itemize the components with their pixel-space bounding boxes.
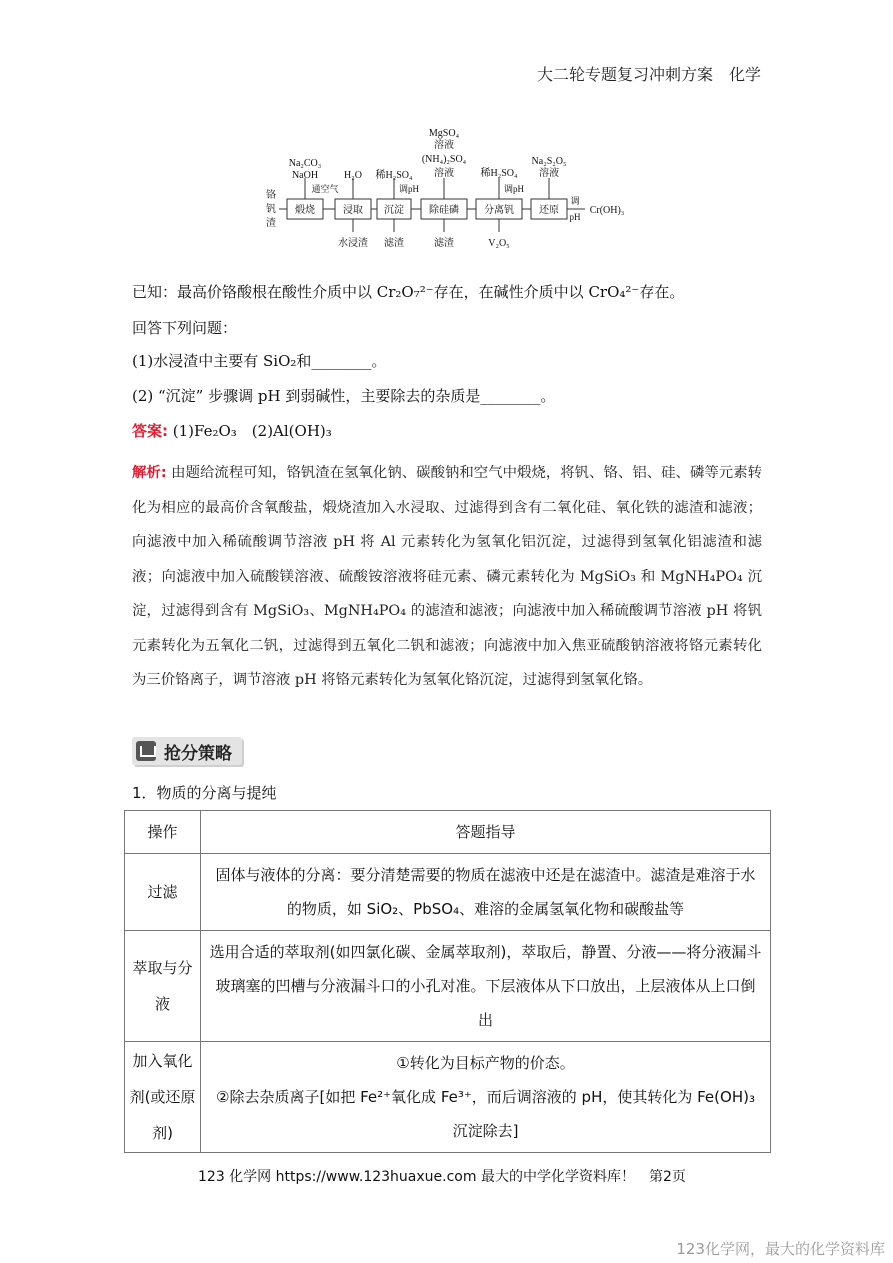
flow-reagent-air: 通空气 [311,184,339,194]
flow-ph-label: pH [569,212,581,222]
flow-reagent-h2o: H₂O [344,170,362,181]
table-row [125,931,771,1042]
flow-reagent-na2co3: Na₂CO₃ [288,158,322,169]
flow-reagent-ph-2: 调pH [504,184,524,194]
row-op-filter: 过滤 [125,854,201,931]
flow-step-remove-si-p: 除硅磷 [429,205,459,216]
answer-line [132,421,332,441]
analysis-paragraph [132,456,762,698]
flow-reagent-naoh: NaOH [291,170,319,181]
header-guide: 答题指导 [201,811,771,854]
question-2: (2) “沉淀” 步骤调 pH 到弱碱性，主要除去的杂质是________。 [132,387,556,405]
strategy-badge-label: 抢分策略 [164,743,232,764]
prompt-text: 回答下列问题： [132,319,238,337]
flow-reagent-ph: 调pH [399,184,419,194]
flow-reagent-mgso4: MgSO₄ [428,128,460,139]
question-1: (1)水浸渣中主要有 SiO₂和________。 [132,352,387,370]
header-operation: 操作 [125,811,201,854]
flow-reagent-h2so4: 稀H₂SO₄ [375,170,413,181]
row-op-extract: 萃取与分液 [125,931,201,1042]
flow-output-filter-1: 滤渣 [384,238,404,249]
row-op-redox: 加入氧化剂(或还原剂) [125,1042,201,1153]
page-footer: 123 化学网 https://www.123huaxue.com 最大的中学化学资料库！ 第2页 [198,1169,686,1185]
watermark: 123化学网，最大的化学资料库 [676,1240,885,1258]
flow-reagent-solution-3: 溶液 [539,168,559,179]
flow-reagent-solution-2: 溶液 [434,168,454,179]
row-guide-redox-2: ②除去杂质离子[如把 Fe²⁺氧化成 Fe³⁺，而后调溶液的 pH，使其转化为 Fe(OH)₃沉淀除去] [216,1088,755,1140]
page-header: 大二轮专题复习冲刺方案 化学 [536,65,761,84]
row-guide-filter: 固体与液体的分离：要分清楚需要的物质在滤液中还是在滤渣中。滤渣是难溶于水的物质，如 SiO₂、PbSO₄、难溶的金属氢氧化物和碳酸盐等 [201,854,771,931]
flow-product: Cr(OH)₃ [589,205,625,216]
answer-text: (1)Fe₂O₃ (2)Al(OH)₃ [168,422,332,440]
flow-start-1: 铬 [266,190,276,201]
flow-reagent-nh4so4: (NH₄)₂SO₄ [421,154,467,165]
flow-output-v2o5: V₂O₅ [488,238,510,249]
flow-output-residue: 水浸渣 [338,238,368,249]
table-row [125,854,771,931]
flow-step-calcine: 煅烧 [295,205,315,216]
flow-start-3: 渣 [266,218,276,229]
analysis-text: 由题给流程可知，铬钒渣在氢氧化钠、碳酸钠和空气中煅烧，将钒、铬、铝、硅、磷等元素转化为相应的最高价含氧酸盐，煅烧渣加入水浸取、过滤得到含有二氧化硅、氧化铁的滤渣和滤液；向滤液中加入稀硫酸调节溶液 pH 将 Al 元素转化为氢氧化铝沉淀，过滤得到氢氧化铝滤渣和滤液；向滤液中加入硫酸镁溶液、硫酸铵溶液将硅元素、磷元素转化为 MgSiO₃ 和 MgNH₄PO₄ 沉淀，过滤得到含有 MgSiO₃、MgNH₄PO₄ 的滤渣和滤液；向滤液中加入稀硫酸调节溶液 pH 将钒元素转化为五氧化二钒，过滤得到五氧化二钒和滤液；向滤液中加入焦亚硫酸钠溶液将铬元素转化为三价铬离子，调节溶液 pH 将铬元素转化为氢氧化铬沉淀，过滤得到氢氧化铬。 [132,465,762,688]
section-title: 1．物质的分离与提纯 [132,784,277,802]
table-header-row [125,811,771,854]
table-row [125,1042,771,1153]
answer-label: 答案: [132,422,168,440]
flow-step-reduce: 还原 [539,205,559,216]
analysis-label: 解析: [132,465,167,481]
flow-start-2: 钒 [266,204,276,215]
book-icon [136,741,156,761]
flow-reagent-na2s2o5: Na₂S₂O₅ [531,156,567,167]
process-flowchart [255,122,655,252]
flow-reagent-h2so4-2: 稀H₂SO₄ [480,168,518,179]
row-guide-extract: 选用合适的萃取剂(如四氯化碳、金属萃取剂)，萃取后，静置、分液——将分液漏斗玻璃塞的凹槽与分液漏斗口的小孔对准。下层液体从下口放出，上层液体从上口倒出 [201,931,771,1042]
strategy-table [124,810,771,1153]
row-guide-redox [201,1042,771,1153]
flow-step-leach: 浸取 [343,205,363,216]
flow-reagent-solution-1: 溶液 [434,140,454,151]
row-guide-redox-1: ①转化为目标产物的价态。 [396,1054,575,1072]
strategy-badge [132,737,242,765]
flow-step-precipitate: 沉淀 [384,205,404,216]
known-statement: 已知：最高价铬酸根在酸性介质中以 Cr₂O₇²⁻存在，在碱性介质中以 CrO₄²⁻存在。 [132,283,685,301]
flow-adjust-label: 调 [570,196,580,206]
flow-step-separate-v: 分离钒 [484,205,514,216]
flow-output-filter-2: 滤渣 [434,238,454,249]
